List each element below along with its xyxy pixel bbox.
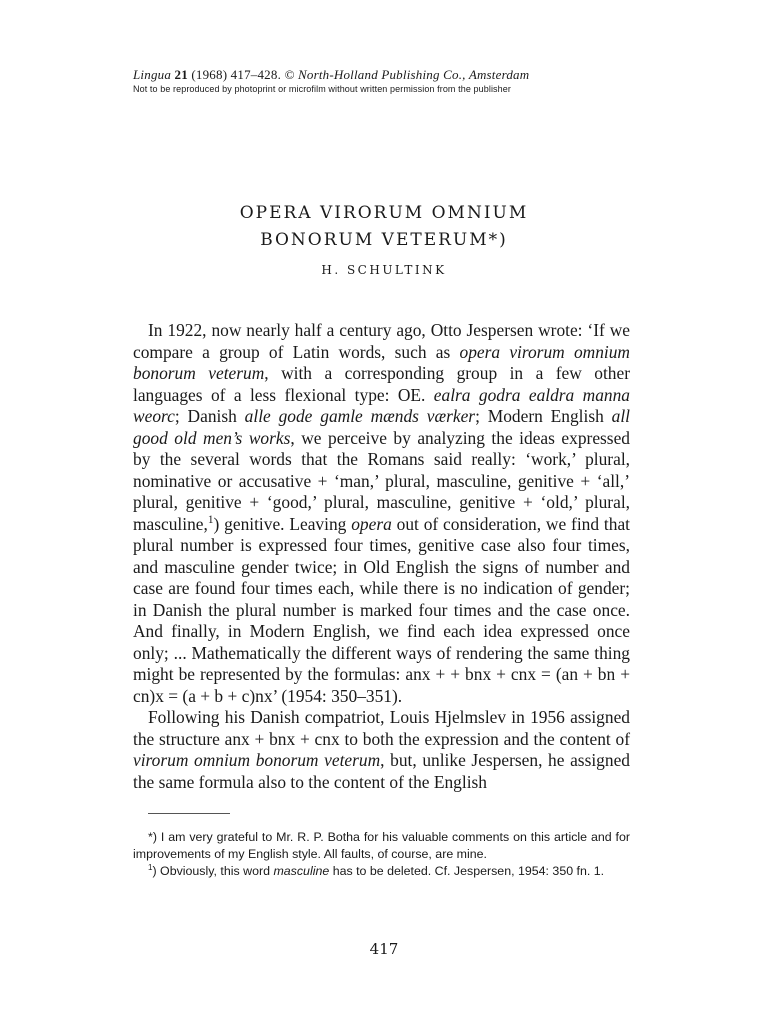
paragraph-2 xyxy=(133,707,630,793)
p2-text-a: Following his Danish compatriot, Louis Hjelmslev in 1956 assigned the structure anx + bnx + cnx to both the expression and the content of xyxy=(133,707,630,749)
title-line-2: BONORUM VETERUM*) xyxy=(260,230,508,250)
p1-text-d: ; Modern English xyxy=(475,406,612,426)
p1-text-g: out of consideration, we find that plural number is expressed four times, genitive case also four times, and masculine gender twice; in Old English the signs of number and case are found four times each, while there is no indication of gender; in Danish the plural number is marked four times and the case once. And finally, in Modern English, we find each idea expressed once only; ... Mathematically the different ways of rendering the same thing might be represented by the formulas: anx + + bnx + cnx = (an + bn + cn)x = (a + b + c)nx’ (1954: 350–351). xyxy=(133,513,630,706)
p1-text-a: In 1922, now nearly half a century ago, Otto Jespersen wrote: ‘If we compare a group of Latin words, such as xyxy=(133,320,630,362)
article-body xyxy=(133,320,630,793)
p1-italic-danish: alle gode gamle mænds værker xyxy=(244,406,476,426)
journal-volume: 21 xyxy=(174,67,188,82)
p2-text-b: , but, unlike Jespersen, he assigned the same formula also to the content of the English xyxy=(133,750,630,792)
p1-text-c: ; Danish xyxy=(174,406,245,426)
footnote-1-marker: *) xyxy=(148,830,157,844)
p1-text-e: , we perceive by analyzing the ideas expressed by the several words that the Romans said really: ‘work,’ plural, nominative or accusative + ‘man,’ plural, masculine, genitive + ‘all,’ plural, genitive + ‘good,’ plural, masculine, genitive + ‘old,’ plural, masculine, xyxy=(133,427,630,534)
footnote-2 xyxy=(133,863,630,880)
footnote-2-text-b: has to be deleted. Cf. Jespersen, 1954: 350 fn. 1. xyxy=(329,864,605,879)
footnote-1-text: I am very grateful to Mr. R. P. Botha for his valuable comments on this article and for improvements of my English style. All faults, of course, are mine. xyxy=(133,830,630,862)
p1-italic-english: all good old men’s works xyxy=(133,406,631,448)
journal-citation xyxy=(133,66,653,83)
p1-italic-latin: opera virorum omnium bonorum veterum xyxy=(133,341,630,383)
footnote-divider xyxy=(148,813,230,814)
footnote-2-text-a: ) Obviously, this word xyxy=(152,864,274,879)
p1-text-f: ) genitive. Leaving xyxy=(213,513,352,534)
p2-italic-latin: virorum omnium bonorum veterum xyxy=(133,750,381,770)
footnotes xyxy=(133,829,630,881)
paragraph-1 xyxy=(133,320,630,707)
journal-year-pages: (1968) 417–428. xyxy=(191,67,282,82)
author-name: H. SCHULTINK xyxy=(321,263,447,277)
footnote-1 xyxy=(133,829,630,863)
p1-text-b: , with a corresponding group in a few other languages of a less flexional type: OE. xyxy=(133,363,630,405)
journal-name: Lingua xyxy=(133,67,172,82)
copyright-line: © North-Holland Publishing Co., Amsterdam xyxy=(284,67,530,82)
footnote-2-italic: masculine xyxy=(273,864,330,879)
footnote-2-marker: 1 xyxy=(148,863,153,873)
title-line-1: OPERA VIRORUM OMNIUM xyxy=(239,203,529,223)
p1-italic-opera: opera xyxy=(351,513,392,534)
article-title xyxy=(0,200,768,254)
page-header xyxy=(133,66,653,95)
reproduction-notice: Not to be reproduced by photoprint or microfilm without written permission from the publisher xyxy=(133,84,511,94)
footnote-ref-1: 1 xyxy=(207,513,214,526)
page-number: 417 xyxy=(369,940,399,958)
p1-italic-oe: ealra godra ealdra manna weorc xyxy=(133,384,630,426)
